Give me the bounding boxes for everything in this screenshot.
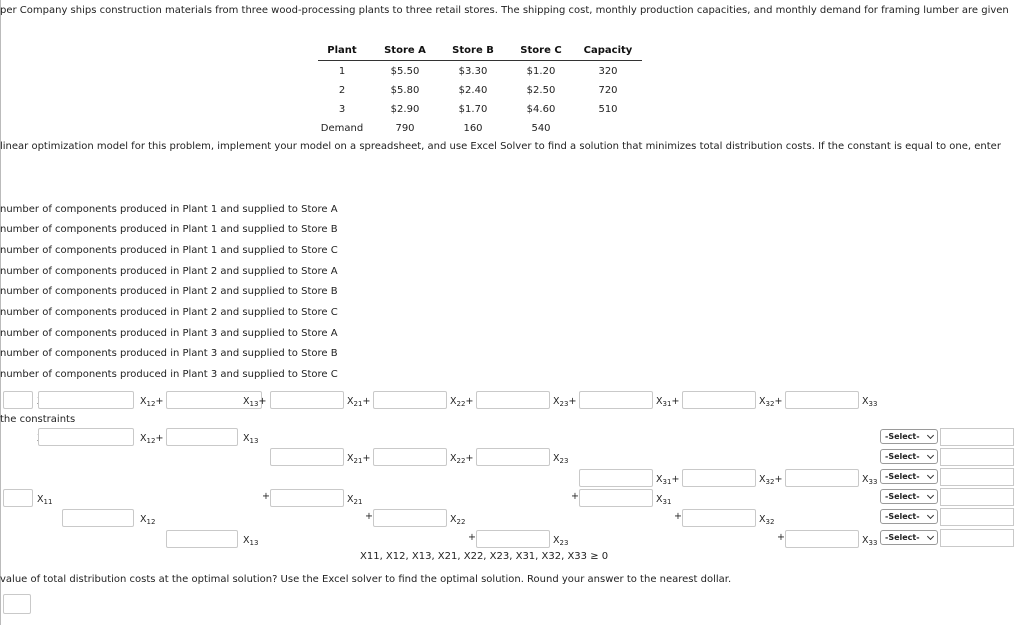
c4-var-x11: $X_{11}$: [37, 494, 53, 506]
row1-store-c: $1.20: [526, 66, 556, 77]
c3-relation-select[interactable]: -Select-: [880, 469, 938, 484]
c6-rhs-input[interactable]: [940, 529, 1014, 547]
c5-coef-x32[interactable]: [682, 509, 756, 527]
obj-var-x12: $X_{12}+$: [140, 396, 164, 408]
c4-coef-x11[interactable]: [3, 489, 33, 507]
row1-plant: 1: [338, 66, 346, 77]
c3-var-x31: $X_{31}+$: [656, 474, 680, 486]
row2-store-c: $2.50: [526, 85, 556, 96]
c1-relation-select[interactable]: -Select-: [880, 429, 938, 444]
row2-capacity: 720: [598, 85, 618, 96]
row1-capacity: 320: [598, 66, 618, 77]
demand-store-a: 790: [395, 123, 415, 134]
demand-label: Demand: [320, 123, 364, 134]
c4-coef-x21[interactable]: [270, 489, 344, 507]
obj-coef-x21[interactable]: [270, 391, 344, 409]
obj-coef-x23[interactable]: [476, 391, 550, 409]
row3-store-b: $1.70: [458, 104, 488, 115]
c2-var-x23: $X_{23}$: [553, 453, 569, 465]
obj-var-x32: $X_{32}+$: [759, 396, 783, 408]
c1-rhs-input[interactable]: [940, 428, 1014, 446]
c5-relation-select[interactable]: -Select-: [880, 509, 938, 524]
definition-x12: number of components produced in Plant 1 and supplied to Store B: [0, 224, 338, 235]
c4-var-x21: $X_{21}$: [347, 494, 363, 506]
row3-store-a: $2.90: [390, 104, 420, 115]
c3-coef-x31[interactable]: [579, 469, 653, 487]
chevron-down-icon: [927, 512, 934, 519]
nonnegativity-constraint: X11, X12, X13, X21, X22, X23, X31, X32, X33 ≥ 0: [360, 551, 609, 562]
definition-x22: number of components produced in Plant 2 and supplied to Store B: [0, 286, 338, 297]
definition-x23: number of components produced in Plant 2 and supplied to Store C: [0, 307, 338, 318]
row2-store-b: $2.40: [458, 85, 488, 96]
c5-plus-2: +: [674, 511, 682, 522]
obj-var-x22: $X_{22}+$: [450, 396, 474, 408]
row2-store-a: $5.80: [390, 85, 420, 96]
c5-coef-x22[interactable]: [373, 509, 447, 527]
c5-plus-1: +: [365, 511, 373, 522]
c6-coef-x23[interactable]: [476, 530, 550, 548]
chevron-down-icon: [927, 452, 934, 459]
header-store-b: Store B: [452, 45, 494, 56]
c6-relation-select[interactable]: -Select-: [880, 530, 938, 545]
row3-capacity: 510: [598, 104, 618, 115]
c5-var-x22: $X_{22}$: [450, 514, 466, 526]
c5-var-x32: $X_{32}$: [759, 514, 775, 526]
definition-x13: number of components produced in Plant 1 and supplied to Store C: [0, 245, 338, 256]
question-text: value of total distribution costs at the optimal solution? Use the Excel solver to find the optimal solution. Round your answer to the nearest dollar.: [0, 574, 732, 585]
c2-relation-select[interactable]: -Select-: [880, 449, 938, 464]
obj-coef-x11[interactable]: [3, 391, 33, 409]
chevron-down-icon: [927, 492, 934, 499]
constraints-label: the constraints: [0, 414, 76, 425]
definition-x11: number of components produced in Plant 1 and supplied to Store A: [0, 204, 338, 215]
intro-line-2: linear optimization model for this problem, implement your model on a spreadsheet, and use Excel Solver to find a solution that minimizes total distribution costs. If the constant is equal to one, enter: [0, 141, 1001, 152]
obj-var-x21: $X_{21}+$: [347, 396, 371, 408]
c4-plus-2: +: [571, 491, 579, 502]
c4-rhs-input[interactable]: [940, 488, 1014, 506]
obj-var-x31: $X_{31}+$: [656, 396, 680, 408]
c4-coef-x31[interactable]: [579, 489, 653, 507]
demand-store-b: 160: [463, 123, 483, 134]
c2-coef-x23[interactable]: [476, 448, 550, 466]
c2-rhs-input[interactable]: [940, 448, 1014, 466]
chevron-down-icon: [927, 432, 934, 439]
c1-coef-x13[interactable]: [166, 428, 238, 446]
c3-coef-x33[interactable]: [785, 469, 859, 487]
c2-coef-x22[interactable]: [373, 448, 447, 466]
c5-var-x12: $X_{12}$: [140, 514, 156, 526]
chevron-down-icon: [927, 533, 934, 540]
definition-x31: number of components produced in Plant 3 and supplied to Store A: [0, 328, 338, 339]
c6-plus-2: +: [777, 532, 785, 543]
definition-x32: number of components produced in Plant 3 and supplied to Store B: [0, 348, 338, 359]
header-store-a: Store A: [384, 45, 426, 56]
c6-coef-x33[interactable]: [785, 530, 859, 548]
header-plant: Plant: [327, 45, 357, 56]
c6-plus-1: +: [468, 532, 476, 543]
c3-coef-x32[interactable]: [682, 469, 756, 487]
c5-coef-x12[interactable]: [62, 509, 134, 527]
demand-store-c: 540: [531, 123, 551, 134]
definition-x21: number of components produced in Plant 2 and supplied to Store A: [0, 266, 338, 277]
c3-rhs-input[interactable]: [940, 468, 1014, 486]
obj-coef-x31[interactable]: [579, 391, 653, 409]
header-capacity: Capacity: [583, 45, 633, 56]
c4-plus-1: +: [262, 491, 270, 502]
c6-coef-x13[interactable]: [166, 530, 238, 548]
c1-var-x12: $X_{12}+$: [140, 433, 164, 445]
c2-coef-x21[interactable]: [270, 448, 344, 466]
row1-store-b: $3.30: [458, 66, 488, 77]
obj-var-x33: $X_{33}$: [862, 396, 878, 408]
row3-plant: 3: [338, 104, 346, 115]
obj-coef-x33[interactable]: [785, 391, 859, 409]
table-header-rule: [318, 60, 642, 61]
obj-var-x23: $X_{23}+$: [553, 396, 577, 408]
c4-relation-select[interactable]: -Select-: [880, 489, 938, 504]
obj-coef-x32[interactable]: [682, 391, 756, 409]
header-store-c: Store C: [520, 45, 562, 56]
c5-rhs-input[interactable]: [940, 508, 1014, 526]
obj-var-x13: $X_{13}+$: [243, 396, 267, 408]
row3-store-c: $4.60: [526, 104, 556, 115]
definition-x33: number of components produced in Plant 3 and supplied to Store C: [0, 369, 338, 380]
c1-var-x13: $X_{13}$: [243, 433, 259, 445]
obj-coef-x12[interactable]: [38, 391, 134, 409]
c4-var-x31: $X_{31}$: [656, 494, 672, 506]
answer-input[interactable]: [3, 594, 31, 614]
c2-var-x21: $X_{21}+$: [347, 453, 371, 465]
c3-var-x33: $X_{33}$: [862, 474, 878, 486]
c3-var-x32: $X_{32}+$: [759, 474, 783, 486]
row1-store-a: $5.50: [390, 66, 420, 77]
c1-coef-x12[interactable]: [38, 428, 134, 446]
obj-coef-x22[interactable]: [373, 391, 447, 409]
c6-var-x13: $X_{13}$: [243, 535, 259, 547]
row2-plant: 2: [338, 85, 346, 96]
c2-var-x22: $X_{22}+$: [450, 453, 474, 465]
c6-var-x33: $X_{33}$: [862, 535, 878, 547]
intro-line-1: per Company ships construction materials from three wood-processing plants to three retail stores. The shipping cost, monthly production capacities, and monthly demand for framing lumber are given: [0, 5, 1009, 16]
chevron-down-icon: [927, 472, 934, 479]
c6-var-x23: $X_{23}$: [553, 535, 569, 547]
